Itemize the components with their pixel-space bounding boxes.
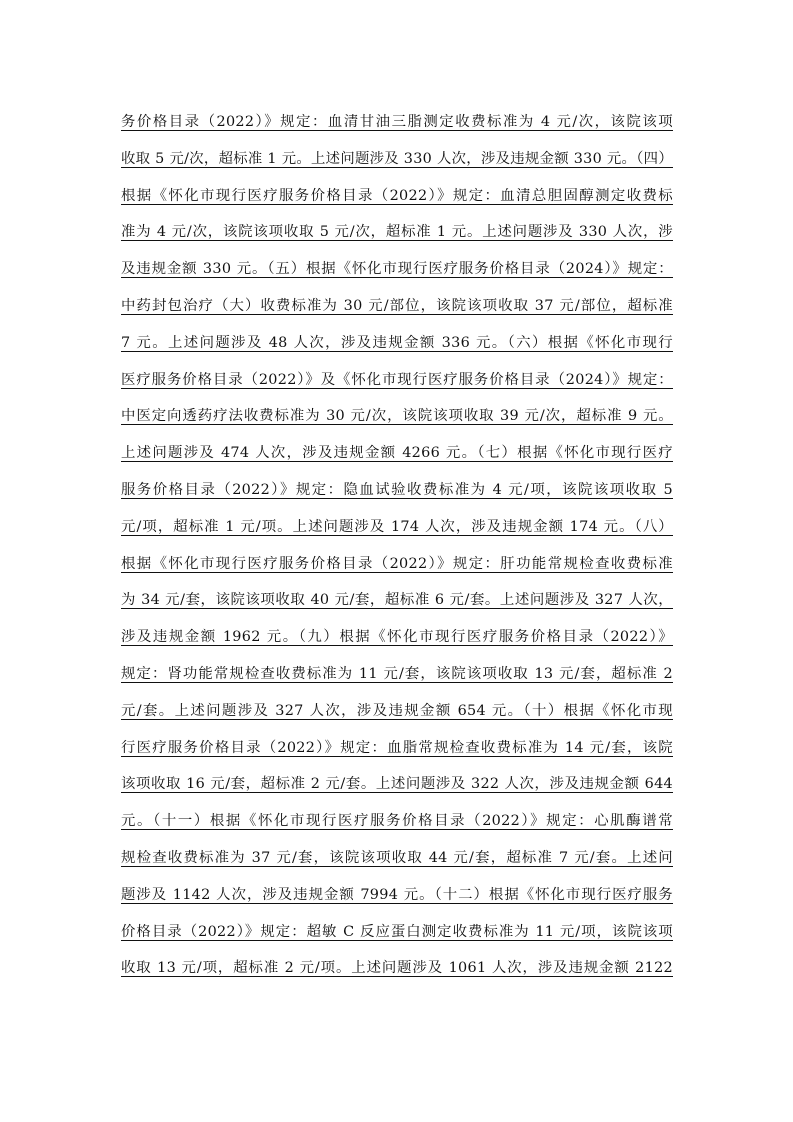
- text-line: 为 34 元/套，该院该项收取 40 元/套，超标准 6 元/套。上述问题涉及 327 人次，: [121, 592, 673, 609]
- text-line: 行医疗服务价格目录（2022）》规定：血脂常规检查收费标准为 14 元/套，该院: [121, 739, 673, 756]
- text-line: 服务价格目录（2022）》规定：隐血试验收费标准为 4 元/项，该院该项收取 5: [121, 481, 673, 498]
- text-line: 7 元。上述问题涉及 48 人次，涉及违规金额 336 元。（六）根据《怀化市现行: [121, 334, 673, 351]
- text-line: 收取 13 元/项，超标准 2 元/项。上述问题涉及 1061 人次，涉及违规金额 2122: [121, 960, 673, 977]
- text-line: 该项收取 16 元/套，超标准 2 元/套。上述问题涉及 322 人次，涉及违规金额 644: [121, 776, 673, 793]
- text-line: 务价格目录（2022）》规定：血清甘油三脂测定收费标准为 4 元/次，该院该项: [121, 114, 673, 130]
- text-line: 上述问题涉及 474 人次，涉及违规金额 4266 元。（七）根据《怀化市现行医疗: [121, 445, 673, 462]
- text-line: 价格目录（2022）》规定：超敏 C 反应蛋白测定收费标准为 11 元/项，该院该项: [121, 923, 673, 940]
- text-line: 根据《怀化市现行医疗服务价格目录（2022）》规定：肝功能常规检查收费标准: [121, 555, 673, 572]
- text-line: 根据《怀化市现行医疗服务价格目录（2022）》规定：血清总胆固醇测定收费标: [121, 187, 673, 204]
- text-line: 规定：肾功能常规检查收费标准为 11 元/套，该院该项收取 13 元/套，超标准 2: [121, 665, 673, 682]
- text-line: 元/项，超标准 1 元/项。上述问题涉及 174 人次，涉及违规金额 174 元。（八）: [121, 518, 673, 535]
- text-line: 收取 5 元/次，超标准 1 元。上述问题涉及 330 人次，涉及违规金额 330 元。（四）: [121, 150, 673, 167]
- text-line: 准为 4 元/次，该院该项收取 5 元/次，超标准 1 元。上述问题涉及 330 人次，涉: [121, 224, 673, 241]
- text-line: 中药封包治疗（大）收费标准为 30 元/部位，该院该项收取 37 元/部位，超标准: [121, 297, 673, 314]
- text-line: 元。（十一）根据《怀化市现行医疗服务价格目录（2022）》规定：心肌酶谱常: [121, 813, 673, 830]
- body-paragraph: [121, 104, 673, 987]
- text-line: 涉及违规金额 1962 元。（九）根据《怀化市现行医疗服务价格目录（2022）》: [121, 629, 673, 646]
- text-line: 及违规金额 330 元。（五）根据《怀化市现行医疗服务价格目录（2024）》规定：: [121, 261, 673, 278]
- text-line: 题涉及 1142 人次，涉及违规金额 7994 元。（十二）根据《怀化市现行医疗服务: [121, 886, 673, 903]
- text-line: 规检查收费标准为 37 元/套，该院该项收取 44 元/套，超标准 7 元/套。上述问: [121, 849, 673, 866]
- text-line: 医疗服务价格目录（2022）》及《怀化市现行医疗服务价格目录（2024）》规定：: [121, 371, 673, 388]
- text-line: 中医定向透药疗法收费标准为 30 元/次，该院该项收取 39 元/次，超标准 9 元。: [121, 408, 673, 425]
- text-line: 元/套。上述问题涉及 327 人次，涉及违规金额 654 元。（十）根据《怀化市现: [121, 702, 673, 719]
